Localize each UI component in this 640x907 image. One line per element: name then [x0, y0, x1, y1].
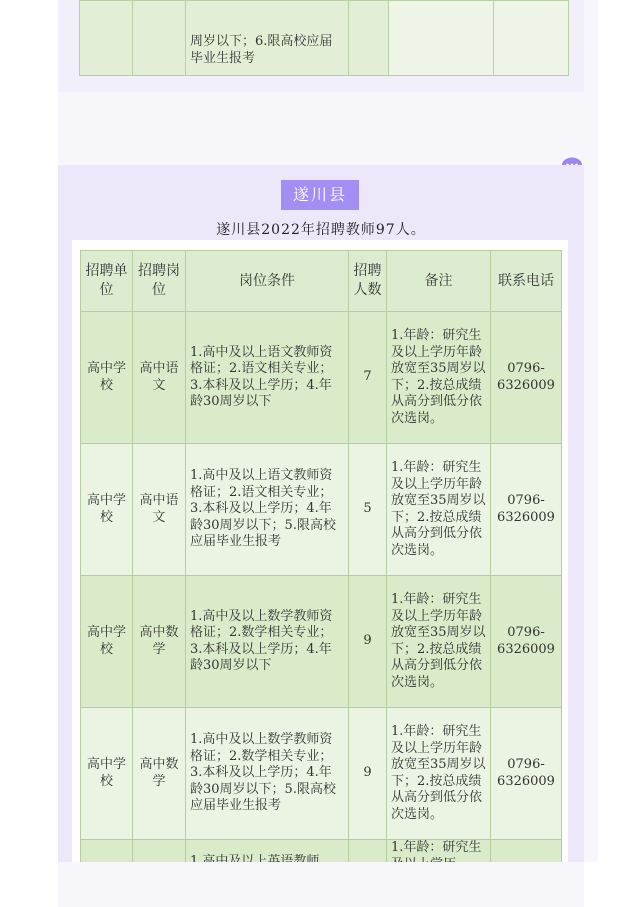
cell-count: 9	[349, 708, 387, 840]
recruitment-table	[80, 250, 562, 895]
cell-note: 1.年龄：研究生及以上学历年龄放宽至35周岁以下；2.按总成绩从高分到低分依次选岗。	[387, 708, 491, 840]
cell-count: 5	[349, 444, 387, 576]
cell-note: 1.年龄：研究生及以上学历年龄放宽至35周岁以下；2.按总成绩从高分到低分依次选岗。	[387, 444, 491, 576]
prev-cell-conditions	[186, 1, 349, 76]
cell-unit: 高中学校	[81, 708, 133, 840]
header-conditions: 岗位条件	[186, 251, 349, 312]
cell-conditions: 1.高中及以上数学教师资格证；2.数学相关专业；3.本科及以上学历；4.年龄30周岁以下	[186, 576, 349, 708]
cell-count: 9	[349, 576, 387, 708]
cell-note: 1.年龄：研究生	[387, 840, 491, 895]
cell-phone: 0796-6326009	[491, 708, 562, 840]
header-count: 招聘人数	[349, 251, 387, 312]
table-header-row	[81, 251, 562, 312]
cell-note: 1.年龄：研究生及以上学历年龄放宽至35周岁以下；2.按总成绩从高分到低分依次选岗。	[387, 576, 491, 708]
cell-unit: 高中学校	[81, 312, 133, 444]
cell-post: 高中语文	[133, 312, 186, 444]
table-row	[81, 312, 562, 444]
cell-phone: 0796-6326009	[491, 312, 562, 444]
prev-cell-unit	[80, 1, 133, 76]
header-note: 备注	[387, 251, 491, 312]
page-column-bottom	[58, 862, 584, 907]
cell-post: 高中数学	[133, 708, 186, 840]
table-row	[81, 708, 562, 840]
cell-phone: 0796-6326009	[491, 576, 562, 708]
recruitment-summary: 遂川县2022年招聘教师97人。	[216, 222, 426, 238]
cell-unit: 高中学校	[81, 444, 133, 576]
cell-conditions: 1.高中及以上语文教师资格证；2.语文相关专业；3.本科及以上学历；4.年龄30周岁以下	[186, 312, 349, 444]
cell-count: 7	[349, 312, 387, 444]
table-row	[81, 444, 562, 576]
header-post: 招聘岗位	[133, 251, 186, 312]
county-title-badge: 遂川县	[281, 180, 359, 210]
cell-conditions: 1.高中及以上语文教师资格证；2.语文相关专业；3.本科及以上学历；4.年龄30周岁以下；5.限高校应届毕业生报考	[186, 444, 349, 576]
cell-post: 高中数学	[133, 576, 186, 708]
cell-conditions: 1.高中及以上数学教师资格证；2.数学相关专业；3.本科及以上学历；4.年龄30周岁以下；5.限高校应届毕业生报考	[186, 708, 349, 840]
cell-post: 高中语文	[133, 444, 186, 576]
header-unit: 招聘单位	[81, 251, 133, 312]
cell-phone: 0796-6326009	[491, 444, 562, 576]
header-phone: 联系电话	[491, 251, 562, 312]
prev-cell-count	[349, 1, 389, 76]
prev-note-fragment: 周岁以下；6.限高校应届毕业生报考	[190, 34, 333, 66]
prev-cell-post	[133, 1, 186, 76]
prev-cell-phone	[494, 1, 569, 76]
previous-section-table	[79, 0, 569, 76]
prev-cell-note	[389, 1, 494, 76]
table-row	[81, 576, 562, 708]
cell-note: 1.年龄：研究生及以上学历年龄放宽至35周岁以下；2.按总成绩从高分到低分依次选岗。	[387, 312, 491, 444]
cell-unit: 高中学校	[81, 576, 133, 708]
